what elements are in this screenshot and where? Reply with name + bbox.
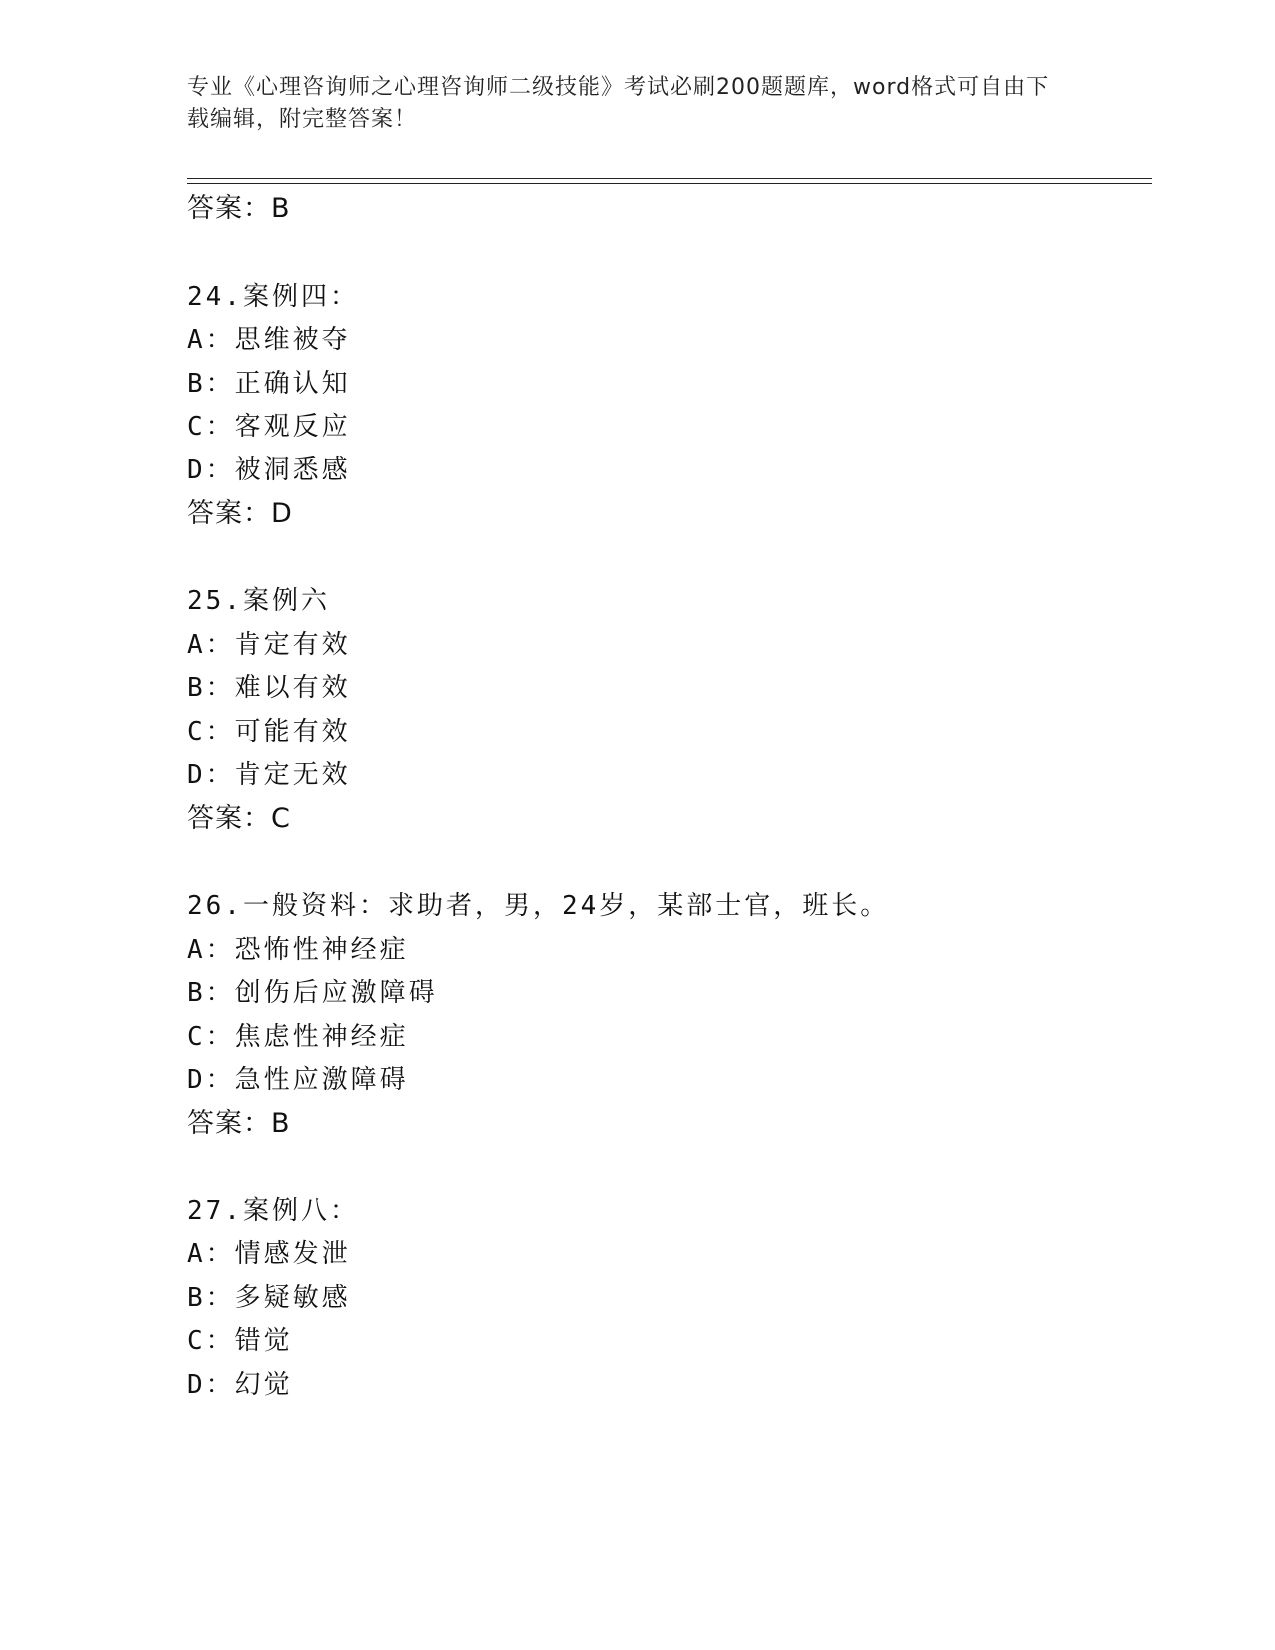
option-d: D：被洞悉感 bbox=[187, 455, 351, 485]
answer-line: 答案：B bbox=[187, 1108, 291, 1139]
answer-line: 答案：D bbox=[187, 498, 293, 529]
option-a: A：情感发泄 bbox=[187, 1239, 351, 1269]
answer-line: 答案：C bbox=[187, 803, 291, 834]
option-d: D：急性应激障碍 bbox=[187, 1065, 409, 1095]
option-b: B：多疑敏感 bbox=[187, 1283, 351, 1313]
option-c: C：焦虑性神经症 bbox=[187, 1022, 409, 1052]
option-b: B：难以有效 bbox=[187, 673, 351, 703]
option-d: D：肯定无效 bbox=[187, 760, 351, 790]
document-header: 专业《心理咨询师之心理咨询师二级技能》考试必刷200题题库，word格式可自由下载编辑，附完整答案！ bbox=[187, 75, 1050, 132]
question-stem: 25.案例六 bbox=[187, 586, 330, 616]
option-a: A：思维被夺 bbox=[187, 325, 351, 355]
option-a: A：恐怖性神经症 bbox=[187, 935, 409, 965]
option-c: C：错觉 bbox=[187, 1326, 293, 1356]
option-b: B：创伤后应激障碍 bbox=[187, 978, 438, 1008]
question-stem: 24.案例四： bbox=[187, 282, 359, 312]
answer-line: 答案：B bbox=[187, 193, 291, 224]
question-stem: 26.一般资料：求助者，男，24岁，某部士官，班长。 bbox=[187, 891, 890, 921]
header-divider-bottom bbox=[187, 183, 1152, 184]
option-c: C：客观反应 bbox=[187, 412, 351, 442]
option-b: B：正确认知 bbox=[187, 369, 351, 399]
option-d: D：幻觉 bbox=[187, 1370, 293, 1400]
question-stem: 27.案例八： bbox=[187, 1196, 359, 1226]
header-divider-top bbox=[187, 178, 1152, 179]
option-a: A：肯定有效 bbox=[187, 630, 351, 660]
option-c: C：可能有效 bbox=[187, 717, 351, 747]
